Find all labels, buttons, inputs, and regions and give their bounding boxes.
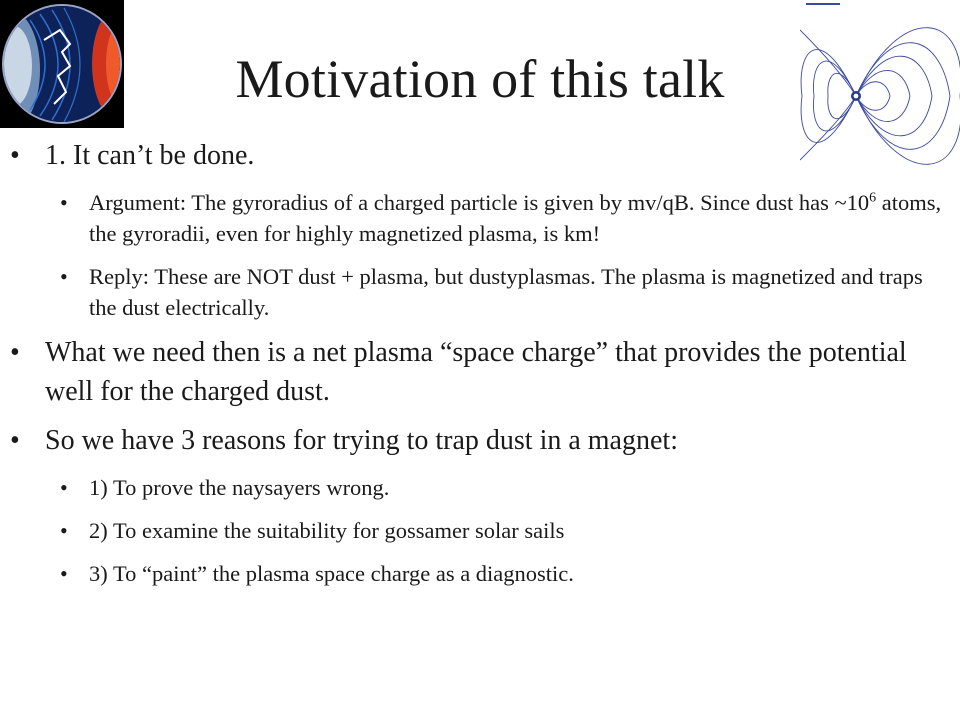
sub-bullet-item — [0, 187, 960, 249]
bullet-marker: • — [60, 475, 68, 500]
bullet-marker: • — [60, 190, 68, 215]
bullet-marker: • — [10, 425, 20, 456]
bullet-marker: • — [10, 140, 20, 171]
sub-bullet-item — [0, 515, 960, 546]
sub-bullet-item — [0, 472, 960, 503]
bullet-text: 1. It can’t be done. — [45, 140, 255, 171]
slide-title: Motivation of this talk — [235, 49, 725, 109]
bullet-marker: • — [60, 518, 68, 543]
superscript-exponent: 6 — [869, 190, 877, 206]
bullet-text: So we have 3 reasons for trying to trap dust in a magnet: — [45, 425, 678, 456]
sub-bullet-text-part: Argument: The gyroradius of a charged particle is given by mv/qB. Since dust has ~10 — [89, 190, 870, 215]
bullet-text: What we need then is a net plasma “space charge” that provides the potential well for the charged dust. — [45, 337, 907, 407]
bullet-item — [0, 333, 960, 411]
bullet-list — [0, 136, 960, 589]
sub-bullet-item — [0, 261, 960, 323]
sub-bullet-text: Reply: These are NOT dust + plasma, but dustyplasmas. The plasma is magnetized and traps the dust electrically. — [89, 264, 923, 320]
bullet-marker: • — [60, 264, 68, 289]
sub-bullet-text: 3) To “paint” the plasma space charge as a diagnostic. — [89, 561, 574, 586]
bullet-marker: • — [60, 561, 68, 586]
bullet-item — [0, 421, 960, 460]
sub-bullet-item — [0, 558, 960, 589]
sub-bullet-text: 2) To examine the suitability for gossamer solar sails — [89, 518, 565, 543]
sub-bullet-text: 1) To prove the naysayers wrong. — [89, 475, 390, 500]
bullet-item — [0, 136, 960, 175]
sub-bullet-text-part: atoms, the gyroradii, even for highly magnetized plasma, is km! — [89, 190, 942, 246]
bullet-marker: • — [10, 337, 20, 368]
